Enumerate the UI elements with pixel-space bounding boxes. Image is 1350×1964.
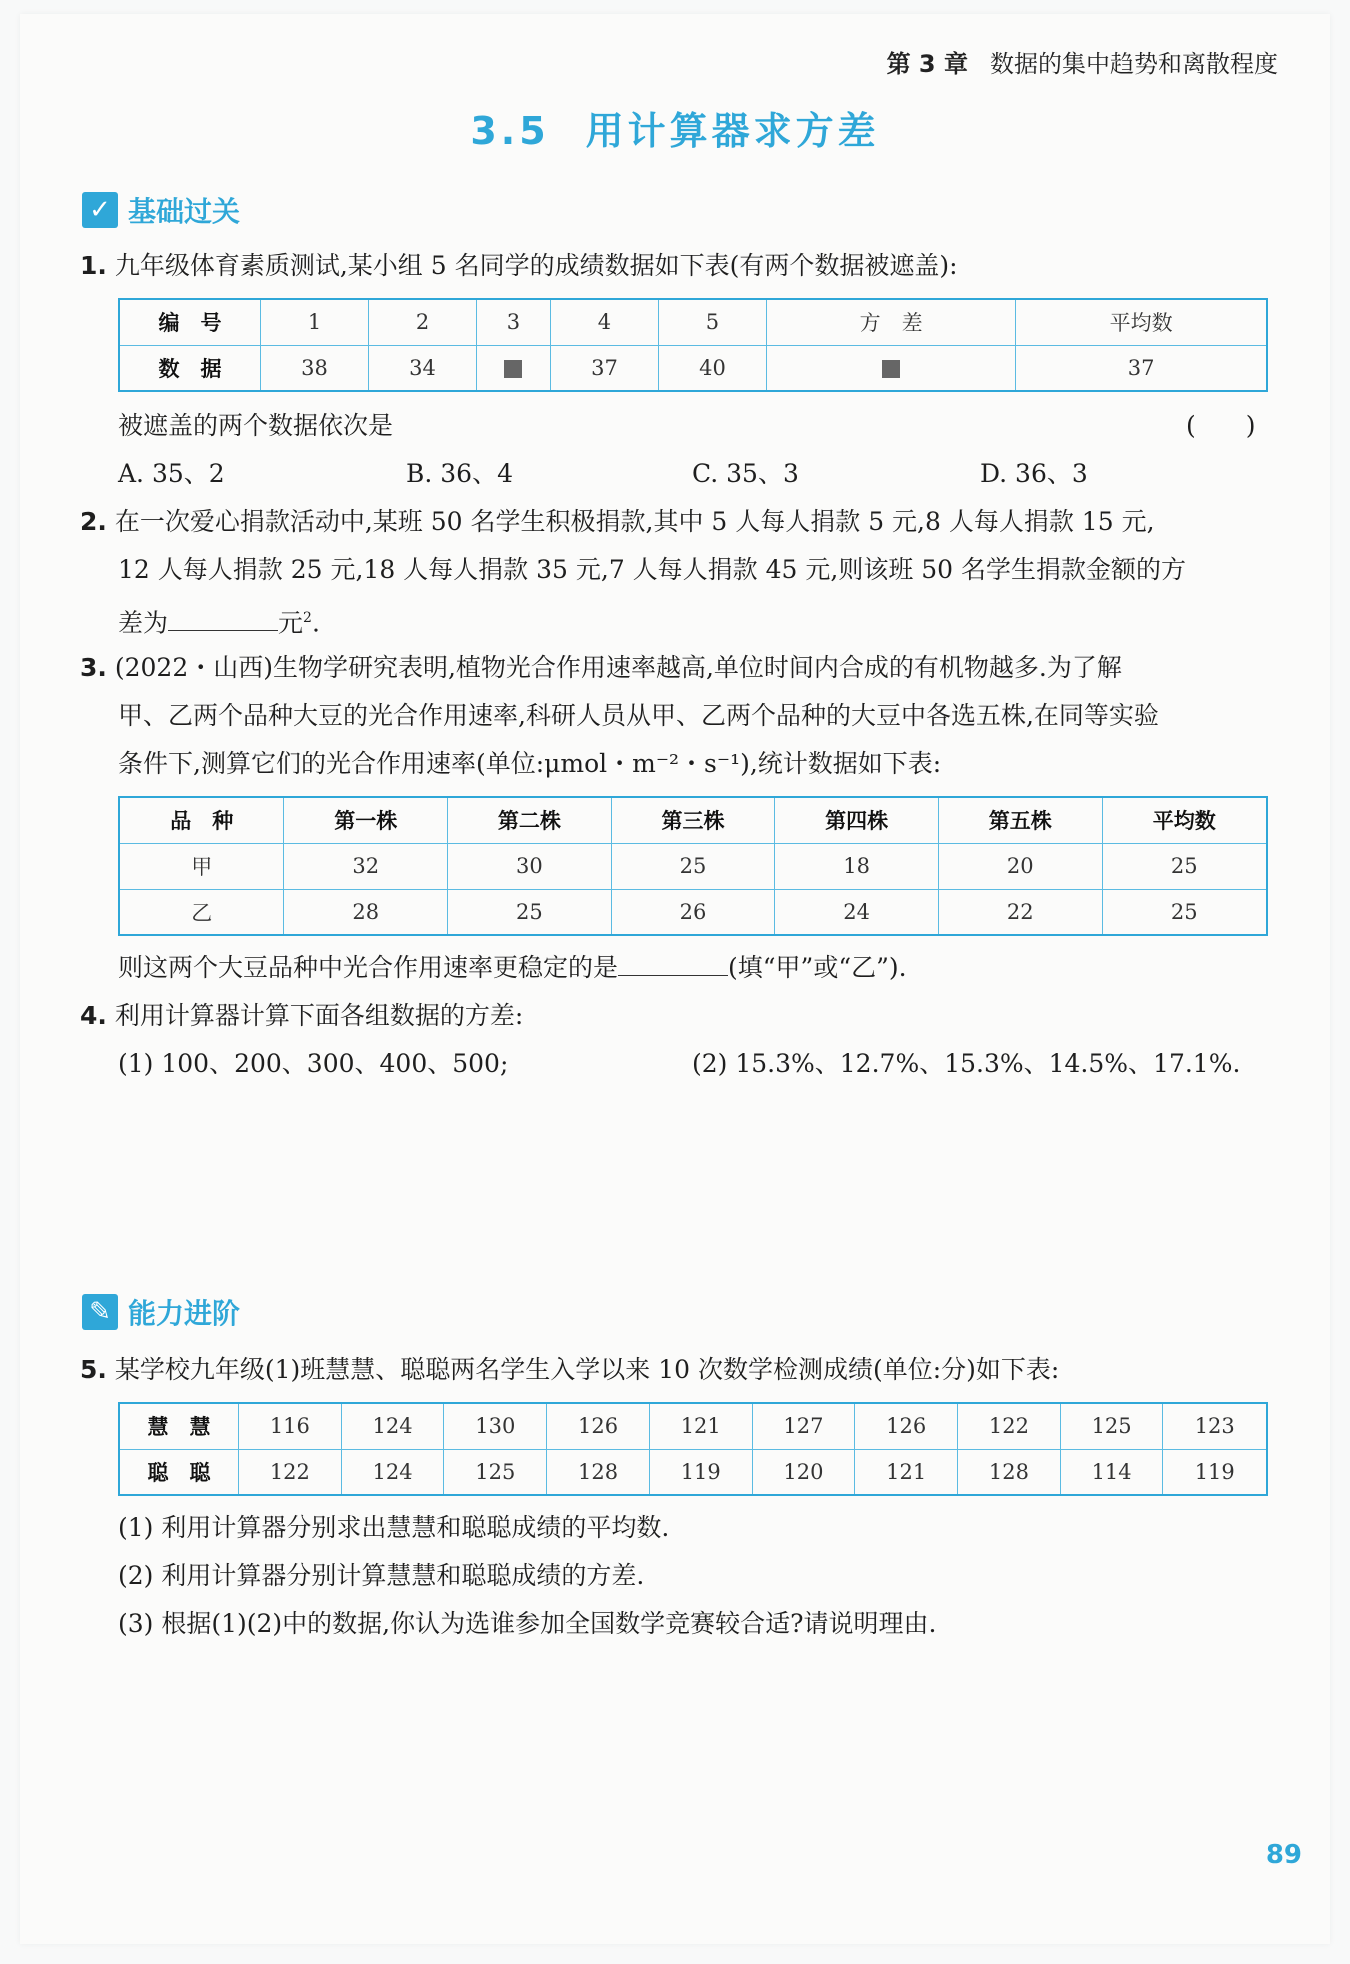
q3-header-cell: 第一株	[284, 797, 448, 843]
q1-cell: 38	[261, 345, 369, 391]
q5-stem: 某学校九年级(1)班慧慧、聪聪两名学生入学以来 10 次数学检测成绩(单位:分)如下表:	[114, 1355, 1060, 1384]
q3-answer-blank[interactable]	[618, 953, 728, 976]
masked-value-box	[504, 360, 522, 378]
q3-table-row	[119, 889, 1267, 935]
q5-cell: 116	[239, 1403, 342, 1449]
q3-cell: 甲	[119, 843, 284, 889]
q5-cell: 125	[444, 1449, 547, 1495]
q1-table	[118, 298, 1268, 392]
q3-cell: 26	[611, 889, 775, 935]
q5-table-row	[119, 1449, 1267, 1495]
q5-sub3: (3) 根据(1)(2)中的数据,你认为选谁参加全国数学竞赛较合适?请说明理由.	[118, 1609, 937, 1638]
q2-line1	[80, 506, 1155, 538]
running-header	[887, 44, 1278, 79]
q3-table	[118, 796, 1268, 936]
q5-cell: 121	[649, 1403, 752, 1449]
q4-number: 4.	[80, 1001, 107, 1030]
q3-table-row	[119, 843, 1267, 889]
q5-cell: 126	[547, 1403, 650, 1449]
q2-answer-blank[interactable]	[168, 608, 278, 631]
q4-sub1: (1) 100、200、300、400、500;	[118, 1049, 509, 1078]
q1-option-b: B. 36、4	[406, 459, 513, 488]
q3-cell: 25	[1102, 843, 1267, 889]
q2-text-1: 在一次爱心捐款活动中,某班 50 名学生积极捐款,其中 5 人每人捐款 5 元,8 人每人捐款 15 元,	[114, 507, 1155, 536]
q5-cell: 124	[341, 1403, 444, 1449]
q5-cell: 122	[958, 1403, 1061, 1449]
q3-cell: 28	[284, 889, 448, 935]
q3-cell: 25	[611, 843, 775, 889]
q2-number: 2.	[80, 507, 107, 536]
q2-line2: 12 人每人捐款 25 元,18 人每人捐款 35 元,7 人每人捐款 45 元,则该班 50 名学生捐款金额的方	[118, 555, 1187, 584]
q2-text-3c: .	[311, 608, 320, 638]
q3-table-header	[119, 797, 1267, 843]
q3-header-cell: 平均数	[1102, 797, 1267, 843]
q5-number: 5.	[80, 1355, 107, 1384]
q1-cell: 5	[658, 299, 766, 345]
q1-cell: 平均数	[1016, 299, 1267, 345]
q5-table	[118, 1402, 1268, 1496]
q5-cell: 120	[752, 1449, 855, 1495]
q1-row2-label: 数 据	[119, 345, 261, 391]
q3-tail	[118, 952, 907, 984]
q5-sub1: (1) 利用计算器分别求出慧慧和聪聪成绩的平均数.	[118, 1513, 670, 1542]
q3-line2: 甲、乙两个品种大豆的光合作用速率,科研人员从甲、乙两个品种的大豆中各选五株,在同等实验	[118, 701, 1159, 730]
q3-cell: 乙	[119, 889, 284, 935]
part-basic-heading	[82, 190, 240, 230]
q2-text-3b: 元	[278, 608, 304, 638]
q2-line3	[118, 602, 320, 639]
q5-cell: 122	[239, 1449, 342, 1495]
q5-row-label: 聪 聪	[119, 1449, 239, 1495]
page-number: 89	[1265, 1840, 1302, 1870]
q5-cell: 126	[855, 1403, 958, 1449]
q1-table-row	[119, 345, 1267, 391]
q5-cell: 125	[1060, 1403, 1163, 1449]
chapter-title: 数据的集中趋势和离散程度	[990, 50, 1278, 78]
q3-header-cell: 品 种	[119, 797, 284, 843]
q5-cell: 119	[649, 1449, 752, 1495]
q1-cell: 37	[550, 345, 658, 391]
section-name: 用计算器求方差	[585, 109, 880, 153]
q1-cell: 方 差	[766, 299, 1015, 345]
q3-header-cell: 第四株	[775, 797, 939, 843]
chapter-label: 第 3 章	[886, 50, 968, 78]
q1-question: 被遮盖的两个数据依次是	[118, 411, 394, 440]
q5-cell: 121	[855, 1449, 958, 1495]
q3-cell: 22	[938, 889, 1102, 935]
part-advanced-label: 能力进阶	[128, 1297, 241, 1330]
q3-header-cell: 第二株	[448, 797, 612, 843]
q1-cell: 2	[369, 299, 477, 345]
q4-sub2: (2) 15.3%、12.7%、15.3%、14.5%、17.1%.	[692, 1049, 1241, 1078]
part-advanced-heading	[82, 1292, 240, 1332]
section-title	[0, 100, 1350, 155]
q2-superscript: 2	[303, 610, 312, 626]
q1-number: 1.	[80, 251, 107, 280]
q5-cell: 128	[958, 1449, 1061, 1495]
q3-number: 3.	[80, 653, 107, 682]
part-basic-label: 基础过关	[128, 195, 241, 228]
q5-cell: 130	[444, 1403, 547, 1449]
q1-cell: 3	[477, 299, 551, 345]
q3-tail-b: (填“甲”或“乙”).	[728, 953, 907, 982]
q5-cell: 127	[752, 1403, 855, 1449]
pencil-square-icon: ✎	[82, 1294, 118, 1330]
q3-cell: 32	[284, 843, 448, 889]
q5-cell: 114	[1060, 1449, 1163, 1495]
q1-stem-line	[80, 250, 958, 282]
q5-cell: 124	[341, 1449, 444, 1495]
q3-line1	[80, 652, 1122, 684]
q3-cell: 30	[448, 843, 612, 889]
q3-tail-a: 则这两个大豆品种中光合作用速率更稳定的是	[118, 953, 619, 982]
q1-option-c: C. 35、3	[692, 459, 799, 488]
q5-row-label: 慧 慧	[119, 1403, 239, 1449]
q1-cell: 37	[1016, 345, 1267, 391]
q3-cell: 20	[938, 843, 1102, 889]
q2-text-3a: 差为	[118, 608, 169, 638]
q3-text-1: (2022・山西)生物学研究表明,植物光合作用速率越高,单位时间内合成的有机物越多.为了解	[114, 653, 1122, 682]
q3-cell: 24	[775, 889, 939, 935]
q1-hidden-cell	[766, 345, 1015, 391]
q1-cell: 4	[550, 299, 658, 345]
q3-header-cell: 第五株	[938, 797, 1102, 843]
masked-value-box	[882, 360, 900, 378]
q5-stem-line	[80, 1354, 1059, 1386]
check-square-icon: ✓	[82, 192, 118, 228]
q5-table-row	[119, 1403, 1267, 1449]
q4-stem: 利用计算器计算下面各组数据的方差:	[114, 1001, 524, 1030]
q1-table-row	[119, 299, 1267, 345]
q5-cell: 128	[547, 1449, 650, 1495]
q1-stem: 九年级体育素质测试,某小组 5 名同学的成绩数据如下表(有两个数据被遮盖):	[114, 251, 958, 280]
q4-stem-line	[80, 1000, 523, 1032]
q3-line3: 条件下,测算它们的光合作用速率(单位:μmol・m⁻²・s⁻¹),统计数据如下表:	[118, 749, 942, 778]
q1-cell: 40	[658, 345, 766, 391]
q1-cell: 34	[369, 345, 477, 391]
q5-cell: 119	[1163, 1449, 1267, 1495]
q3-header-cell: 第三株	[611, 797, 775, 843]
q1-cell: 1	[261, 299, 369, 345]
q1-hidden-cell	[477, 345, 551, 391]
q5-cell: 123	[1163, 1403, 1267, 1449]
q1-answer-paren: ( )	[1186, 411, 1256, 440]
q3-cell: 25	[1102, 889, 1267, 935]
q1-option-a: A. 35、2	[118, 459, 225, 488]
q5-sub2: (2) 利用计算器分别计算慧慧和聪聪成绩的方差.	[118, 1561, 645, 1590]
q1-option-d: D. 36、3	[980, 459, 1088, 488]
q3-cell: 25	[448, 889, 612, 935]
section-number: 3.5	[470, 109, 550, 153]
q3-cell: 18	[775, 843, 939, 889]
q1-row1-label: 编 号	[119, 299, 261, 345]
